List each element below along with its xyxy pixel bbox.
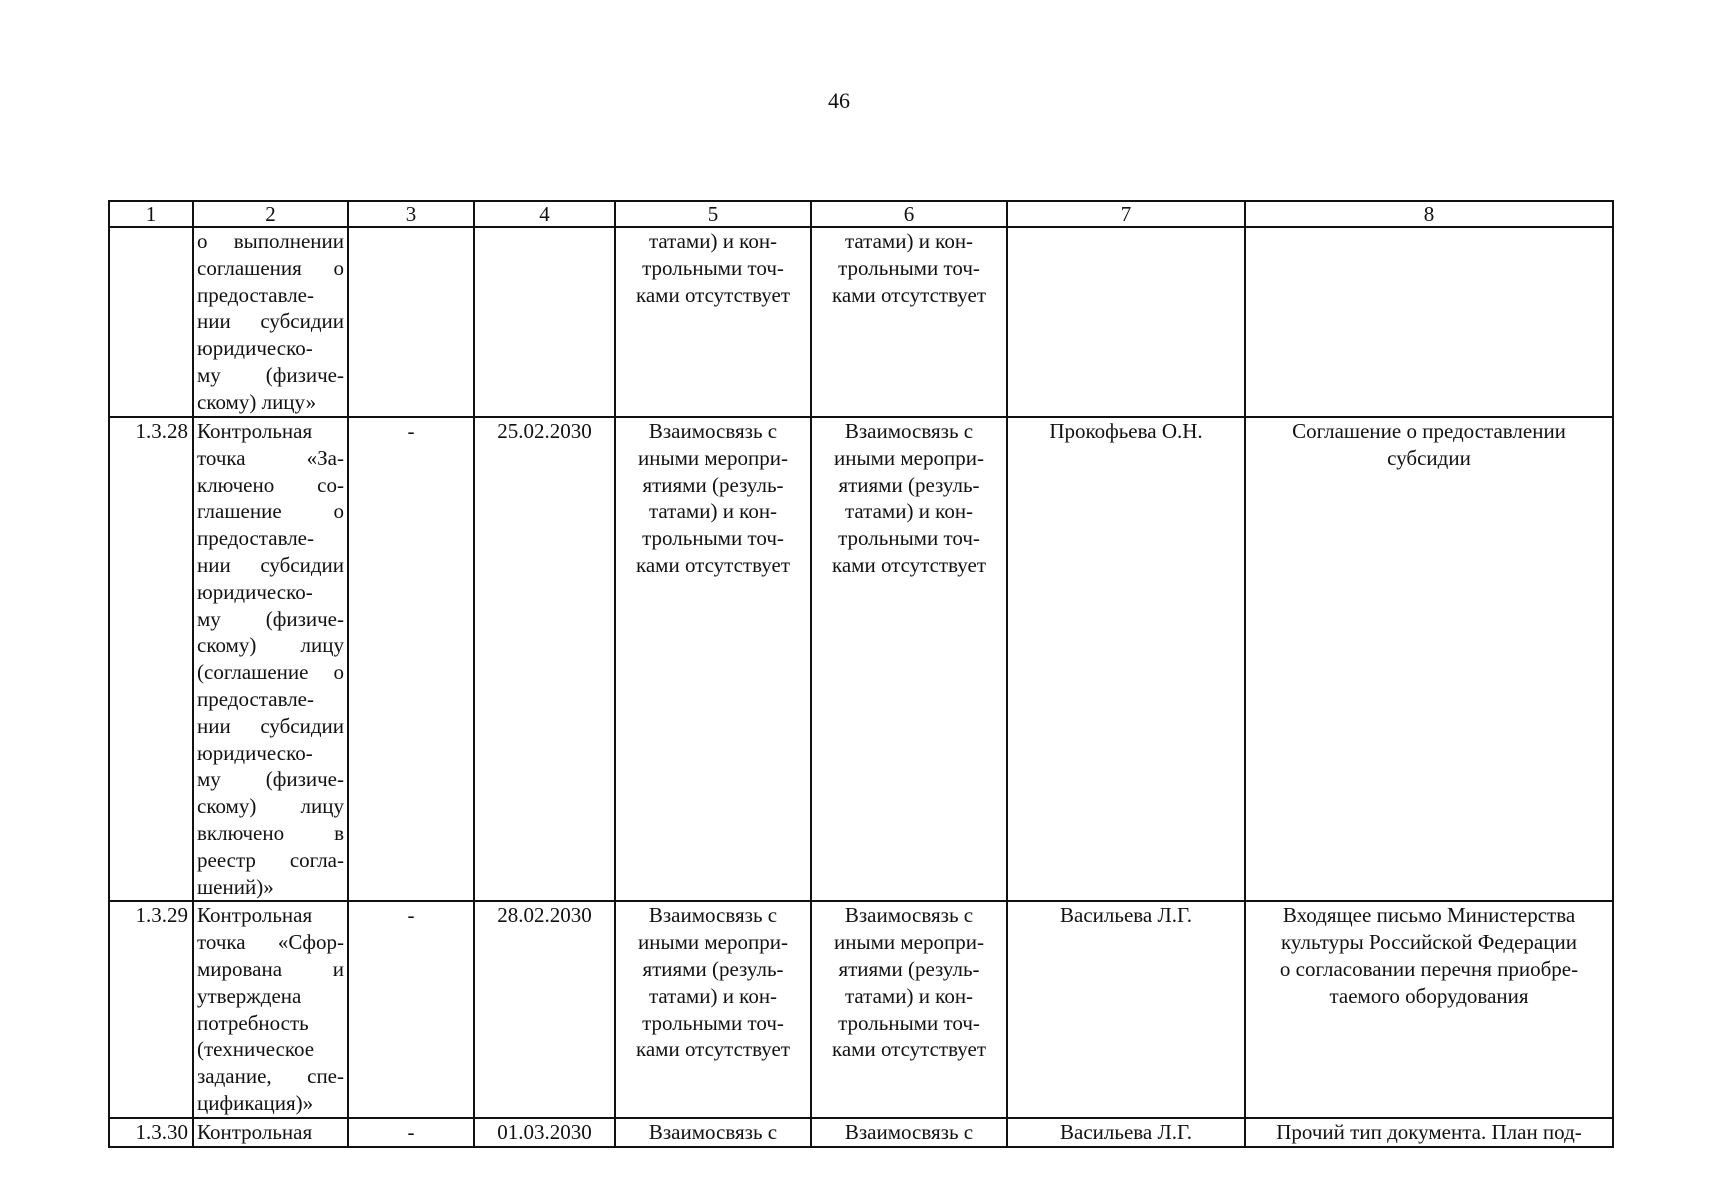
- header-cell: 5: [615, 201, 811, 227]
- item-name-cell: [193, 417, 348, 901]
- cell-line: Взаимосвязь с: [648, 1119, 778, 1144]
- cell-line: Взаимосвязь с: [844, 903, 974, 928]
- cell-line: трольными точ-: [838, 526, 980, 551]
- cell-line: предоставле-: [197, 686, 314, 711]
- cell-line: татами) и кон-: [648, 983, 778, 1008]
- cell-line: Взаимосвязь с: [844, 419, 974, 443]
- responsible-cell: [1007, 227, 1245, 417]
- cell-line: точка «Сфор-: [197, 930, 344, 955]
- cell-line: татами) и кон-: [844, 499, 974, 524]
- relation-cell: [811, 417, 1007, 901]
- cell-line: трольными точ-: [642, 255, 784, 280]
- page-number: 46: [828, 88, 850, 113]
- cell-line: (соглашение о: [197, 660, 344, 685]
- cell-line: о выполнении: [197, 229, 344, 253]
- date-cell-text: 25.02.2030: [497, 419, 592, 443]
- relation-cell: [811, 901, 1007, 1117]
- cell-line: скому) лицу: [197, 794, 344, 819]
- cell-line: задание, спе-: [197, 1064, 344, 1089]
- cell-line: ками отсутствует: [831, 1037, 987, 1062]
- relation-cell: [615, 227, 811, 417]
- cell-line: иными меропри-: [834, 930, 984, 955]
- responsible-cell: [1007, 901, 1245, 1117]
- cell-line: ключено со-: [197, 472, 344, 497]
- cell-line: точка «За-: [197, 445, 344, 470]
- cell-line: иными меропри-: [638, 445, 788, 470]
- cell-line: ятиями (резуль-: [838, 956, 980, 981]
- cell-line: скому) лицу: [197, 633, 344, 658]
- responsible-cell: [1007, 417, 1245, 901]
- item-number-cell: [109, 901, 193, 1117]
- col3-cell-text: -: [407, 419, 415, 443]
- cell-line: Взаимосвязь с: [648, 419, 778, 443]
- cell-line: скому) лицу»: [197, 389, 317, 414]
- header-cell: 4: [474, 201, 615, 227]
- date-cell-text: 01.03.2030: [497, 1119, 592, 1144]
- item-number-cell-text: 1.3.29: [135, 903, 188, 928]
- document-cell: [1245, 227, 1613, 417]
- cell-line: татами) и кон-: [648, 499, 778, 524]
- cell-line: Контрольная: [197, 1119, 313, 1144]
- cell-line: реестр согла-: [197, 847, 344, 872]
- cell-line: нии субсидии: [197, 713, 344, 738]
- responsible-cell-text: Васильева Л.Г.: [1060, 903, 1192, 928]
- cell-line: предоставле-: [197, 526, 314, 551]
- table-row: [109, 227, 1613, 417]
- document-cell: [1245, 1118, 1613, 1147]
- col3-cell: [348, 901, 474, 1117]
- cell-line: субсидии: [1387, 445, 1471, 470]
- cell-line: ками отсутствует: [635, 1037, 791, 1062]
- col3-cell: [348, 417, 474, 901]
- header-cell: 7: [1007, 201, 1245, 227]
- cell-line: трольными точ-: [642, 526, 784, 551]
- item-number-cell: [109, 417, 193, 901]
- col3-cell-text: -: [407, 903, 415, 928]
- date-cell-text: 28.02.2030: [497, 903, 592, 928]
- cell-line: нии субсидии: [197, 309, 344, 334]
- cell-line: юридическо-: [197, 740, 313, 765]
- cell-line: му (физиче-: [197, 767, 344, 792]
- cell-line: (техническое: [197, 1037, 315, 1062]
- cell-line: потребность: [197, 1010, 309, 1035]
- cell-line: глашение о: [197, 499, 344, 524]
- header-cell: 1: [109, 201, 193, 227]
- cell-line: шений)»: [197, 874, 274, 899]
- cell-line: ками отсутствует: [635, 282, 791, 307]
- cell-line: трольными точ-: [838, 255, 980, 280]
- responsible-cell-text: Прокофьева О.Н.: [1049, 419, 1203, 443]
- schedule-table: [108, 200, 1614, 1148]
- item-name-cell: [193, 1118, 348, 1147]
- cell-line: предоставле-: [197, 282, 314, 307]
- cell-line: Контрольная: [197, 419, 313, 443]
- date-cell: [474, 1118, 615, 1147]
- document-cell: [1245, 901, 1613, 1117]
- cell-line: трольными точ-: [642, 1010, 784, 1035]
- cell-line: включено в: [197, 820, 344, 845]
- cell-line: Взаимосвязь с: [648, 903, 778, 928]
- cell-line: му (физиче-: [197, 606, 344, 631]
- cell-line: нии субсидии: [197, 552, 344, 577]
- cell-line: о согласовании перечня приобре-: [1279, 956, 1579, 981]
- date-cell: [474, 417, 615, 901]
- item-number-cell: [109, 227, 193, 417]
- cell-line: культуры Российской Федерации: [1281, 930, 1577, 955]
- relation-cell: [811, 1118, 1007, 1147]
- col3-cell: [348, 227, 474, 417]
- header-row: [109, 201, 1613, 227]
- cell-line: ками отсутствует: [831, 282, 987, 307]
- header-cell: 8: [1245, 201, 1613, 227]
- cell-line: ками отсутствует: [831, 552, 987, 577]
- responsible-cell: [1007, 1118, 1245, 1147]
- date-cell: [474, 901, 615, 1117]
- responsible-cell-text: Васильева Л.Г.: [1060, 1119, 1192, 1144]
- relation-cell: [811, 227, 1007, 417]
- item-name-cell: [193, 227, 348, 417]
- cell-line: утверждена: [197, 983, 302, 1008]
- cell-line: цификация)»: [197, 1090, 314, 1115]
- cell-line: иными меропри-: [834, 445, 984, 470]
- relation-cell: [615, 901, 811, 1117]
- item-number-cell-text: 1.3.28: [135, 419, 188, 443]
- header-cell: 3: [348, 201, 474, 227]
- item-number-cell-text: 1.3.30: [135, 1119, 188, 1144]
- date-cell: [474, 227, 615, 417]
- cell-line: татами) и кон-: [648, 229, 778, 253]
- header-cell: 2: [193, 201, 348, 227]
- relation-cell: [615, 1118, 811, 1147]
- cell-line: юридическо-: [197, 579, 313, 604]
- cell-line: ятиями (резуль-: [838, 472, 980, 497]
- cell-line: Прочий тип документа. План под-: [1276, 1119, 1582, 1144]
- cell-line: татами) и кон-: [844, 229, 974, 253]
- table-row: [109, 901, 1613, 1117]
- header-cell: 6: [811, 201, 1007, 227]
- table-row: [109, 417, 1613, 901]
- cell-line: трольными точ-: [838, 1010, 980, 1035]
- cell-line: Входящее письмо Министерства: [1282, 903, 1576, 928]
- cell-line: таемого оборудования: [1329, 983, 1529, 1008]
- cell-line: му (физиче-: [197, 362, 344, 387]
- cell-line: татами) и кон-: [844, 983, 974, 1008]
- document-cell: [1245, 417, 1613, 901]
- cell-line: Взаимосвязь с: [844, 1119, 974, 1144]
- cell-line: мирована и: [197, 956, 344, 981]
- relation-cell: [615, 417, 811, 901]
- cell-line: Контрольная: [197, 903, 313, 928]
- cell-line: ками отсутствует: [635, 552, 791, 577]
- col3-cell-text: -: [407, 1119, 415, 1144]
- cell-line: иными меропри-: [638, 930, 788, 955]
- item-name-cell: [193, 901, 348, 1117]
- cell-line: ятиями (резуль-: [642, 472, 784, 497]
- cell-line: Соглашение о предоставлении: [1292, 419, 1566, 443]
- table-row: [109, 1118, 1613, 1147]
- cell-line: юридическо-: [197, 336, 313, 361]
- cell-line: ятиями (резуль-: [642, 956, 784, 981]
- col3-cell: [348, 1118, 474, 1147]
- item-number-cell: [109, 1118, 193, 1147]
- cell-line: соглашения о: [197, 255, 344, 280]
